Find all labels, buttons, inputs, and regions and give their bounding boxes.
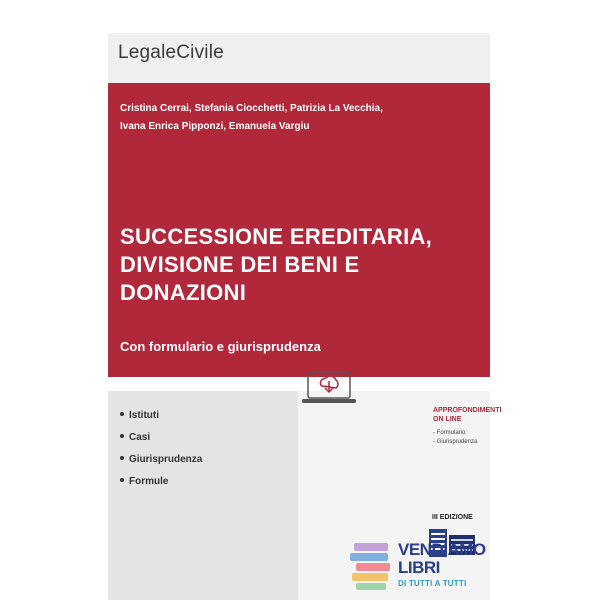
topic-label: Casi (129, 432, 151, 443)
bullet-icon (120, 412, 124, 416)
online-resources (433, 406, 502, 447)
topic-label: Formule (129, 476, 169, 487)
watermark-line-1: VENDIAMO (398, 540, 486, 559)
topic-item (120, 449, 202, 471)
topics-list (120, 405, 202, 493)
authors-line-1: Cristina Cerrai, Stefania Ciocchetti, Patrizia La Vecchia, (120, 103, 383, 114)
bullet-icon (120, 478, 124, 482)
title-line-2: DIVISIONE DEI BENI E DONAZIONI (120, 252, 360, 305)
cover-divider (108, 377, 490, 391)
book-subtitle: Con formulario e giurisprudenza (120, 339, 321, 354)
watermark-tagline: DI TUTTI A TUTTI (398, 579, 467, 588)
online-items (433, 429, 493, 447)
book-title (120, 223, 485, 307)
vendiamo-libri-watermark (350, 536, 490, 596)
books-stack-icon (350, 541, 395, 591)
online-heading-line-1: APPROFONDIMENTI (433, 407, 502, 414)
laptop-download-icon (300, 370, 358, 406)
edition-label: III EDIZIONE (432, 514, 473, 521)
topics-panel (108, 391, 298, 600)
cover-title-panel (108, 83, 490, 377)
topic-item (120, 427, 202, 449)
topic-label: Giurisprudenza (129, 454, 203, 465)
authors (120, 100, 480, 136)
online-heading (433, 406, 502, 424)
online-item: - Formulario (433, 430, 466, 436)
watermark-line-2: LIBRI (398, 558, 440, 577)
title-line-1: SUCCESSIONE EREDITARIA, (120, 224, 433, 249)
online-heading-line-2: ON LINE (433, 416, 462, 423)
authors-line-2: Ivana Enrica Pipponzi, Emanuela Vargiu (120, 121, 310, 132)
topic-item (120, 471, 202, 493)
cover-header (108, 33, 490, 83)
bullet-icon (120, 456, 124, 460)
topic-item (120, 405, 202, 427)
online-item: - Giurisprudenza (433, 439, 478, 445)
topic-label: Istituti (129, 410, 159, 421)
bullet-icon (120, 434, 124, 438)
series-name: LegaleCivile (118, 42, 224, 63)
